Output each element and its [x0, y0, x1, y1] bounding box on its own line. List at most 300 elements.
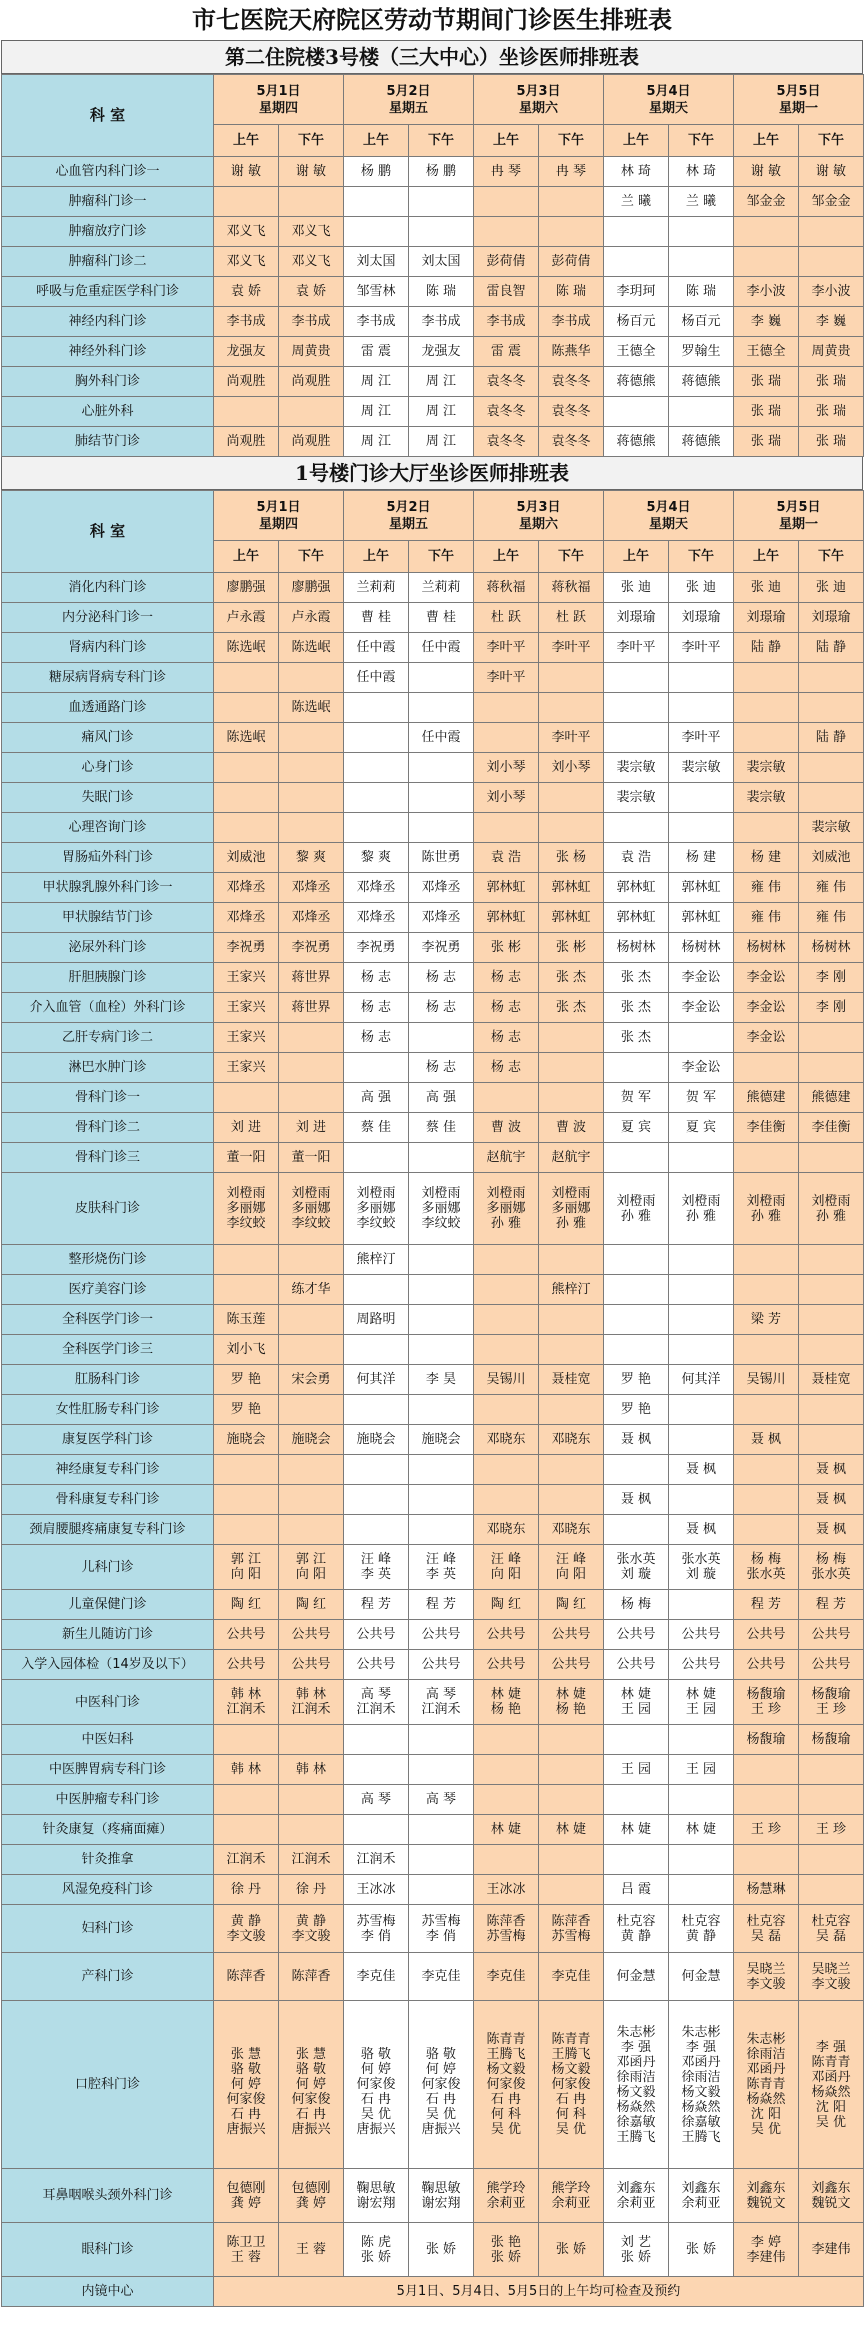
doctor-cell [279, 1485, 344, 1515]
dept-name: 肿瘤放疗门诊 [2, 217, 214, 247]
doctor-cell: 张 瑞 [799, 367, 864, 397]
doctor-cell [734, 1245, 799, 1275]
doctor-cell: 刘璟瑜 [669, 603, 734, 633]
doctor-cell: 徐 丹 [214, 1875, 279, 1905]
doctor-cell [214, 693, 279, 723]
doctor-cell [604, 247, 669, 277]
doctor-cell: 刘璟瑜 [604, 603, 669, 633]
doctor-name: 刘橙雨 [811, 1193, 851, 1209]
doctor-cell [474, 1395, 539, 1425]
doctor-cell: 夏 宾 [669, 1113, 734, 1143]
doctor-name: 李纹蛟 [356, 1216, 396, 1231]
doctor-name: 何 婷 [360, 2062, 392, 2077]
doctor-cell [734, 813, 799, 843]
doctor-cell: 谢 敏 [214, 157, 279, 187]
doctor-cell: 聂 枫 [734, 1425, 799, 1455]
doctor-cell: 邓义飞 [279, 247, 344, 277]
doctor-name: 王 珍 [750, 1702, 782, 1717]
doctor-cell: 杨 建 [734, 843, 799, 873]
doctor-cell [734, 2001, 799, 2169]
doctor-name: 何家俊 [226, 2092, 266, 2107]
doctor-name: 汪 峰 [555, 1552, 587, 1567]
doctor-name: 王腾飞 [551, 2047, 591, 2062]
doctor-name: 吴 优 [750, 2122, 782, 2137]
dept-name: 心脏外科 [2, 397, 214, 427]
doctor-name: 张 娇 [360, 2249, 392, 2265]
doctor-name: 吴 优 [425, 2107, 457, 2122]
doctor-name: 张水英 [681, 1552, 721, 1567]
dept-name: 风湿免疫科门诊 [2, 1875, 214, 1905]
dept-name: 骨科康复专科门诊 [2, 1485, 214, 1515]
doctor-cell [539, 1053, 604, 1083]
doctor-name: 石 冉 [295, 2107, 327, 2122]
dept-name: 医疗美容门诊 [2, 1275, 214, 1305]
date-header [344, 491, 474, 541]
doctor-cell: 吴锡川 [734, 1365, 799, 1395]
doctor-name: 张 娇 [620, 2249, 652, 2265]
doctor-cell: 邓晓东 [474, 1515, 539, 1545]
doctor-cell [214, 783, 279, 813]
doctor-cell [734, 1515, 799, 1545]
weekday-label: 星期天 [648, 100, 688, 116]
section2-title: 1号楼门诊大厅坐诊医师排班表 [1, 457, 863, 490]
morning-header: 上午 [344, 125, 409, 157]
doctor-name: 包德刚 [291, 2180, 331, 2196]
doctor-name: 石 冉 [425, 2092, 457, 2107]
doctor-cell [669, 1590, 734, 1620]
doctor-cell: 李金讼 [734, 963, 799, 993]
doctor-cell [669, 217, 734, 247]
doctor-cell: 任中霞 [409, 723, 474, 753]
dept-name: 神经外科门诊 [2, 337, 214, 367]
table-row [2, 1590, 864, 1620]
doctor-cell [799, 1173, 864, 1245]
doctor-cell [474, 813, 539, 843]
dept-name: 心身门诊 [2, 753, 214, 783]
doctor-name: 包德刚 [226, 2180, 266, 2196]
doctor-name: 陈青青 [746, 2077, 786, 2092]
table-row [2, 367, 864, 397]
doctor-cell [474, 1845, 539, 1875]
section1-table [1, 74, 864, 457]
doctor-cell [279, 2001, 344, 2169]
table-row [2, 753, 864, 783]
doctor-cell: 林 婕 [669, 1815, 734, 1845]
doctor-cell [539, 1335, 604, 1365]
doctor-cell: 张 瑞 [734, 367, 799, 397]
date-header [214, 491, 344, 541]
doctor-cell: 龙强友 [214, 337, 279, 367]
doctor-cell [539, 663, 604, 693]
doctor-cell [279, 1785, 344, 1815]
doctor-cell [279, 1305, 344, 1335]
doctor-cell [539, 1905, 604, 1953]
doctor-name: 何家俊 [291, 2092, 331, 2107]
doctor-name: 杨文毅 [616, 2084, 656, 2100]
dept-name: 中医脾胃病专科门诊 [2, 1755, 214, 1785]
morning-header: 上午 [604, 125, 669, 157]
doctor-cell: 陈选岷 [214, 633, 279, 663]
table-row [2, 1455, 864, 1485]
table-row [2, 1620, 864, 1650]
doctor-cell: 尚观胜 [279, 427, 344, 457]
doctor-name: 刘橙雨 [486, 1186, 526, 1201]
doctor-cell: 李玥珂 [604, 277, 669, 307]
doctor-cell: 陈萍香 [279, 1953, 344, 2001]
dept-name: 肿瘤科门诊二 [2, 247, 214, 277]
morning-header: 上午 [214, 541, 279, 573]
dept-name: 甲状腺结节门诊 [2, 903, 214, 933]
doctor-cell [409, 1680, 474, 1725]
doctor-name: 李文骏 [226, 1928, 266, 1944]
doctor-cell: 李书成 [279, 307, 344, 337]
doctor-cell: 刘威池 [214, 843, 279, 873]
weekday-label: 星期六 [518, 516, 558, 532]
dept-name: 介入血管（血栓）外科门诊 [2, 993, 214, 1023]
doctor-cell: 董一阳 [214, 1143, 279, 1173]
doctor-cell: 蒋秋福 [539, 573, 604, 603]
doctor-name: 张 慧 [230, 2047, 262, 2062]
doctor-cell: 张 迪 [734, 573, 799, 603]
doctor-cell [539, 2169, 604, 2223]
doctor-name: 林 婕 [620, 1687, 652, 1702]
doctor-cell [669, 1485, 734, 1515]
doctor-cell [279, 723, 344, 753]
doctor-cell: 王 珍 [734, 1815, 799, 1845]
doctor-name: 吴 优 [360, 2107, 392, 2122]
doctor-cell: 张 杰 [604, 1023, 669, 1053]
dept-name: 肾病内科门诊 [2, 633, 214, 663]
doctor-cell: 张 娇 [669, 2223, 734, 2277]
doctor-cell: 陈萍香 [214, 1953, 279, 2001]
doctor-cell: 蒋德熊 [604, 367, 669, 397]
doctor-cell: 陈玉莲 [214, 1305, 279, 1335]
doctor-cell: 王德全 [604, 337, 669, 367]
doctor-cell: 袁 娇 [214, 277, 279, 307]
doctor-cell [734, 1845, 799, 1875]
doctor-cell [539, 1755, 604, 1785]
doctor-name: 熊学玲 [551, 2180, 591, 2196]
afternoon-header: 下午 [799, 541, 864, 573]
dept-name: 糖尿病肾病专科门诊 [2, 663, 214, 693]
doctor-name: 郭 江 [230, 1552, 262, 1567]
doctor-cell [409, 1143, 474, 1173]
doctor-cell [474, 1083, 539, 1113]
doctor-cell [539, 1845, 604, 1875]
doctor-cell: 李佳衡 [799, 1113, 864, 1143]
doctor-cell: 邓烽丞 [409, 903, 474, 933]
doctor-cell [539, 783, 604, 813]
doctor-name: 陈 虎 [360, 2234, 392, 2250]
doctor-cell: 李金讼 [734, 993, 799, 1023]
doctor-cell: 彭荷倩 [539, 247, 604, 277]
doctor-name: 何家俊 [421, 2077, 461, 2092]
doctor-cell: 公共号 [539, 1620, 604, 1650]
footer-dept: 内镜中心 [2, 2277, 214, 2307]
doctor-cell [799, 1305, 864, 1335]
doctor-cell: 蒋世界 [279, 993, 344, 1023]
section1-title: 第二住院楼3号楼（三大中心）坐诊医师排班表 [1, 41, 863, 74]
doctor-cell: 施晓会 [344, 1425, 409, 1455]
doctor-name: 杨焱然 [681, 2099, 721, 2115]
doctor-cell [409, 1455, 474, 1485]
weekday-label: 星期四 [258, 516, 298, 532]
dept-name: 淋巴水肿门诊 [2, 1053, 214, 1083]
doctor-cell: 林 婕 [539, 1815, 604, 1845]
doctor-cell: 雷良智 [474, 277, 539, 307]
doctor-name: 石 冉 [360, 2092, 392, 2107]
dept-name: 全科医学门诊三 [2, 1335, 214, 1365]
doctor-cell [409, 813, 474, 843]
doctor-name: 苏雪梅 [421, 1913, 461, 1929]
doctor-cell: 郭林虹 [669, 873, 734, 903]
date-header [734, 75, 864, 125]
doctor-cell: 王 珍 [799, 1815, 864, 1845]
doctor-cell [669, 1875, 734, 1905]
doctor-cell: 王家兴 [214, 1053, 279, 1083]
dept-name: 中医科门诊 [2, 1680, 214, 1725]
doctor-cell: 雍 伟 [734, 903, 799, 933]
doctor-name: 杨焱然 [746, 2092, 786, 2107]
doctor-name: 邓函丹 [616, 2054, 656, 2070]
doctor-cell: 刘太国 [409, 247, 474, 277]
morning-header: 上午 [474, 541, 539, 573]
doctor-cell [279, 1905, 344, 1953]
doctor-cell [279, 1515, 344, 1545]
table-row [2, 247, 864, 277]
doctor-cell: 张 彬 [539, 933, 604, 963]
doctor-cell: 杨树林 [734, 933, 799, 963]
doctor-cell [669, 2001, 734, 2169]
doctor-cell: 卢永霞 [279, 603, 344, 633]
doctor-cell: 兰莉莉 [409, 573, 474, 603]
doctor-cell [799, 1875, 864, 1905]
doctor-name: 刘橙雨 [681, 1193, 721, 1209]
doctor-name: 张水英 [616, 1552, 656, 1567]
doctor-cell [539, 1785, 604, 1815]
doctor-name: 徐雨洁 [681, 2069, 721, 2085]
dept-name: 入学入园体检（14岁及以下） [2, 1650, 214, 1680]
doctor-cell [214, 1275, 279, 1305]
table-row [2, 1173, 864, 1245]
date-header [604, 75, 734, 125]
doctor-cell [474, 1173, 539, 1245]
doctor-cell [409, 1515, 474, 1545]
doctor-cell [344, 2001, 409, 2169]
doctor-cell: 贺 军 [604, 1083, 669, 1113]
doctor-name: 刘橙雨 [616, 1193, 656, 1209]
doctor-name: 杨 艳 [490, 1702, 522, 1717]
doctor-cell [734, 1953, 799, 2001]
doctor-cell [409, 1755, 474, 1785]
doctor-cell [604, 1053, 669, 1083]
table-row [2, 633, 864, 663]
doctor-cell: 刘 进 [214, 1113, 279, 1143]
doctor-cell [474, 1755, 539, 1785]
dept-name: 眼科门诊 [2, 2223, 214, 2277]
doctor-name: 王 园 [620, 1702, 652, 1717]
weekday-label: 星期四 [258, 100, 298, 116]
doctor-cell: 杜 跃 [539, 603, 604, 633]
doctor-name: 徐雨洁 [616, 2069, 656, 2085]
doctor-cell: 刘小琴 [474, 783, 539, 813]
doctor-name: 何 科 [555, 2107, 587, 2122]
doctor-cell [539, 813, 604, 843]
doctor-cell [799, 753, 864, 783]
dept-name: 呼吸与危重症医学科门诊 [2, 277, 214, 307]
doctor-cell [409, 693, 474, 723]
date-label: 5月4日 [646, 499, 691, 515]
doctor-cell [539, 693, 604, 723]
dept-name: 康复医学科门诊 [2, 1425, 214, 1455]
table-row [2, 397, 864, 427]
doctor-cell: 刘小琴 [474, 753, 539, 783]
dept-name: 胸外科门诊 [2, 367, 214, 397]
doctor-cell [344, 187, 409, 217]
doctor-name: 李 英 [360, 1567, 392, 1582]
doctor-cell [799, 693, 864, 723]
doctor-name: 邓函丹 [746, 2062, 786, 2077]
doctor-cell: 李克佳 [409, 1953, 474, 2001]
doctor-cell [344, 2169, 409, 2223]
doctor-cell [604, 2223, 669, 2277]
doctor-cell: 李 巍 [734, 307, 799, 337]
doctor-cell [604, 1680, 669, 1725]
doctor-cell: 杨慧琳 [734, 1875, 799, 1905]
doctor-cell: 李叶平 [669, 633, 734, 663]
doctor-cell: 刘璟瑜 [734, 603, 799, 633]
doctor-cell [799, 217, 864, 247]
table-row [2, 1725, 864, 1755]
weekday-label: 星期五 [388, 100, 428, 116]
doctor-name: 杨焱然 [811, 2084, 851, 2100]
doctor-name: 孙 雅 [815, 1208, 847, 1224]
doctor-name: 杜克容 [616, 1913, 656, 1929]
doctor-cell [409, 1545, 474, 1590]
doctor-cell: 周 江 [344, 397, 409, 427]
doctor-cell: 杨 梅 [604, 1590, 669, 1620]
doctor-cell: 廖鹏强 [214, 573, 279, 603]
doctor-cell [734, 217, 799, 247]
doctor-cell [669, 663, 734, 693]
doctor-name: 王腾飞 [616, 2129, 656, 2145]
date-label: 5月1日 [256, 83, 301, 99]
doctor-cell [799, 247, 864, 277]
doctor-cell: 陶 红 [539, 1590, 604, 1620]
doctor-cell: 李叶平 [474, 663, 539, 693]
doctor-cell: 邓烽丞 [344, 903, 409, 933]
doctor-name: 杨 梅 [750, 1552, 782, 1567]
doctor-name: 陈青青 [486, 2032, 526, 2047]
doctor-name: 徐嘉敏 [616, 2114, 656, 2130]
doctor-cell: 郭林虹 [669, 903, 734, 933]
table-row [2, 1485, 864, 1515]
doctor-cell: 李金讼 [669, 993, 734, 1023]
doctor-name: 李文骏 [811, 1976, 851, 1992]
table-row [2, 603, 864, 633]
doctor-cell: 尚观胜 [214, 427, 279, 457]
doctor-cell [279, 1245, 344, 1275]
table-row [2, 1953, 864, 2001]
doctor-cell: 邓烽丞 [409, 873, 474, 903]
table-row [2, 693, 864, 723]
doctor-cell [799, 1395, 864, 1425]
doctor-cell [214, 1815, 279, 1845]
doctor-cell: 兰 曦 [604, 187, 669, 217]
doctor-cell [474, 1455, 539, 1485]
doctor-cell: 郭林虹 [604, 873, 669, 903]
doctor-cell: 兰 曦 [669, 187, 734, 217]
afternoon-header: 下午 [539, 541, 604, 573]
date-label: 5月3日 [516, 499, 561, 515]
doctor-name: 张 艳 [490, 2234, 522, 2250]
doctor-cell [279, 813, 344, 843]
doctor-cell [344, 1515, 409, 1545]
doctor-cell: 周黄贵 [279, 337, 344, 367]
doctor-cell: 李书成 [344, 307, 409, 337]
doctor-cell [604, 1845, 669, 1875]
doctor-cell: 熊梓汀 [539, 1275, 604, 1305]
doctor-name: 江润禾 [421, 1702, 461, 1717]
doctor-cell [539, 1680, 604, 1725]
doctor-cell: 张 杨 [539, 843, 604, 873]
table-row [2, 663, 864, 693]
doctor-name: 孙 雅 [620, 1208, 652, 1224]
doctor-cell [799, 783, 864, 813]
doctor-cell: 邓义飞 [214, 247, 279, 277]
doctor-cell [734, 1053, 799, 1083]
doctor-name: 杨文毅 [551, 2062, 591, 2077]
doctor-cell: 陆 静 [799, 723, 864, 753]
table-row [2, 2223, 864, 2277]
doctor-cell [669, 2169, 734, 2223]
doctor-cell: 黎 爽 [279, 843, 344, 873]
doctor-cell [604, 1335, 669, 1365]
doctor-name: 吴晓兰 [746, 1961, 786, 1977]
doctor-cell: 曹 桂 [409, 603, 474, 633]
dept-name: 肺结节门诊 [2, 427, 214, 457]
doctor-name: 王 蓉 [230, 2249, 262, 2265]
doctor-cell [669, 1335, 734, 1365]
doctor-cell [214, 753, 279, 783]
doctor-name: 石 冉 [555, 2092, 587, 2107]
dept-name: 心理咨询门诊 [2, 813, 214, 843]
doctor-cell [474, 1335, 539, 1365]
dept-name: 颈肩腰腿疼痛康复专科门诊 [2, 1515, 214, 1545]
doctor-cell [214, 1455, 279, 1485]
dept-name: 中医妇科 [2, 1725, 214, 1755]
doctor-cell: 李 昊 [409, 1365, 474, 1395]
table-row [2, 1365, 864, 1395]
doctor-name: 徐嘉敏 [681, 2114, 721, 2130]
doctor-cell [734, 2169, 799, 2223]
doctor-name: 何 婷 [295, 2077, 327, 2092]
doctor-cell [669, 783, 734, 813]
doctor-cell: 裴宗敏 [604, 753, 669, 783]
doctor-cell: 张 迪 [604, 573, 669, 603]
doctor-cell [344, 1545, 409, 1590]
doctor-cell [669, 1173, 734, 1245]
doctor-cell: 林 琦 [669, 157, 734, 187]
doctor-cell: 邓晓东 [474, 1425, 539, 1455]
doctor-cell: 刘太国 [344, 247, 409, 277]
table-row [2, 993, 864, 1023]
doctor-cell: 陆 静 [799, 633, 864, 663]
table-row [2, 1875, 864, 1905]
dept-name: 心血管内科门诊一 [2, 157, 214, 187]
doctor-name: 杨馥瑜 [746, 1687, 786, 1702]
dept-name: 乙肝专病门诊二 [2, 1023, 214, 1053]
